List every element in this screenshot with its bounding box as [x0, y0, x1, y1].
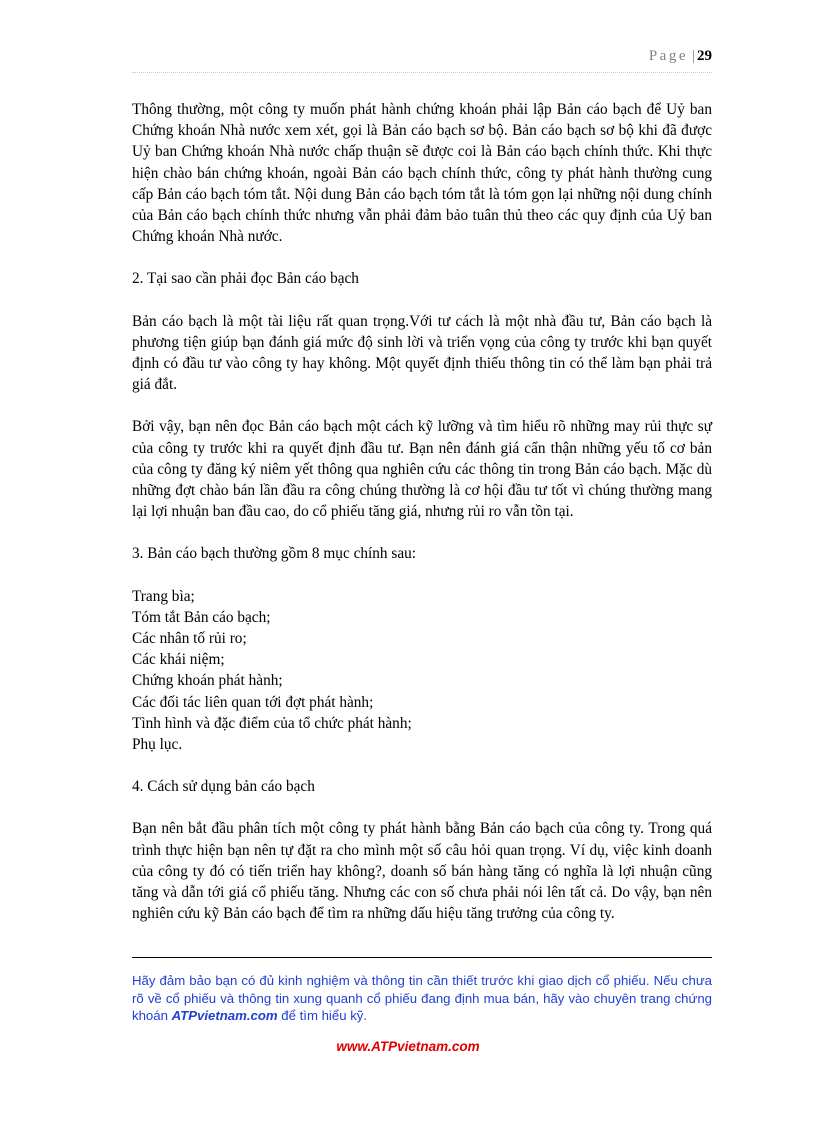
footer-note — [132, 972, 712, 1025]
list-item: Chứng khoán phát hành; — [132, 672, 283, 690]
footer-brand-link[interactable]: ATPvietnam.com — [171, 1008, 278, 1023]
website-link[interactable]: www.ATPvietnam.com — [336, 1039, 480, 1054]
page-header — [649, 48, 712, 65]
paragraph-intro: Thông thường, một công ty muốn phát hành chứng khoán phải lập Bản cáo bạch để Uỷ ban Chứng khoán Nhà nước xem xét, gọi là Bản cáo bạch sơ bộ. Bản cáo bạch sơ bộ khi đã được Uỷ ban Chứng khoán Nhà nước chấp thuận sẽ được coi là Bản cáo bạch chính thức. Khi thực hiện chào bán chứng khoán, ngoài Bản cáo bạch chính thức, công ty phát hành thường cung cấp Bản cáo bạch tóm tắt. Nội dung Bản cáo bạch tóm tắt là tóm gọn lại những nội dung chính của Bản cáo bạch chính thức nhưng vẫn phải đảm bảo tuân thủ theo các quy định của Uỷ ban Chứng khoán Nhà nước. — [132, 101, 712, 246]
paragraph-importance: Bản cáo bạch là một tài liệu rất quan trọng.Với tư cách là một nhà đầu tư, Bản cáo bạch là phương tiện giúp bạn đánh giá mức độ sinh lời và triển vọng của công ty trước khi bạn quyết định có đầu tư vào công ty hay không. Một quyết định thiếu thông tin có thể làm bạn phải trả giá đắt. — [132, 312, 712, 394]
list-item: Các đối tác liên quan tới đợt phát hành; — [132, 693, 374, 711]
list-item: Các nhân tố rủi ro; — [132, 630, 247, 648]
page-separator: | — [691, 48, 695, 64]
paragraph-usage: Bạn nên bắt đầu phân tích một công ty phát hành bằng Bản cáo bạch của công ty. Trong quá trình thực hiện bạn nên tự đặt ra cho mình một số câu hỏi quan trọng. Ví dụ, việc kinh doanh của công ty đó có tiến triển hay không?, doanh số bán hàng tăng có nghĩa là lợi nhuận cũng tăng và dẫn tới giá cổ phiếu tăng. Nhưng các con số chưa phải nói lên tất cả. Do vậy, bạn nên nghiên cứu kỹ Bản cáo bạch để tìm ra những dấu hiệu tăng trưởng của công ty. — [132, 820, 712, 923]
header-divider — [132, 72, 712, 73]
section-heading-4: 4. Cách sử dụng bản cáo bạch — [132, 778, 315, 796]
list-item: Trang bìa; — [132, 587, 195, 605]
page-number: 29 — [697, 48, 712, 64]
list-item: Tình hình và đặc điểm của tổ chức phát hành; — [132, 714, 412, 732]
list-item: Tóm tắt Bản cáo bạch; — [132, 608, 271, 626]
footer-note-tail: để tìm hiểu kỹ. — [277, 1008, 368, 1023]
paragraph-careful-reading: Bởi vậy, bạn nên đọc Bản cáo bạch một cách kỹ lưỡng và tìm hiểu rõ những may rủi thực sự của công ty trước khi ra quyết định đầu tư. Bạn nên đánh giá cẩn thận những yếu tố cơ bản của công ty đăng ký niêm yết thông qua nghiên cứu các thông tin trong Bản cáo bạch. Mặc dù những đợt chào bán lần đầu ra công chúng thường là cơ hội đầu tư tốt vì chúng thường mang lại lợi nhuận ban đầu cao, do cổ phiếu tăng giá, nhưng rủi ro vẫn tồn tại. — [132, 418, 712, 521]
section-heading-2: 2. Tại sao cần phải đọc Bản cáo bạch — [132, 270, 359, 288]
section-heading-3: 3. Bản cáo bạch thường gồm 8 mục chính sau: — [132, 545, 417, 563]
list-item: Các khái niệm; — [132, 651, 225, 669]
document-body — [132, 99, 712, 946]
footer-divider — [132, 957, 712, 958]
list-item: Phụ lục. — [132, 736, 183, 754]
page-label: Page — [648, 48, 688, 64]
footer-note-text: Hãy đảm bảo bạn có đủ kinh nghiệm và thông tin cần thiết trước khi giao dịch cổ phiếu. Nếu chưa rõ về cổ phiếu và thông tin xung quanh cổ phiếu đang định mua bán, hãy vào chuyên trang chứng khoán — [132, 973, 712, 1023]
prospectus-sections-list — [132, 586, 712, 756]
